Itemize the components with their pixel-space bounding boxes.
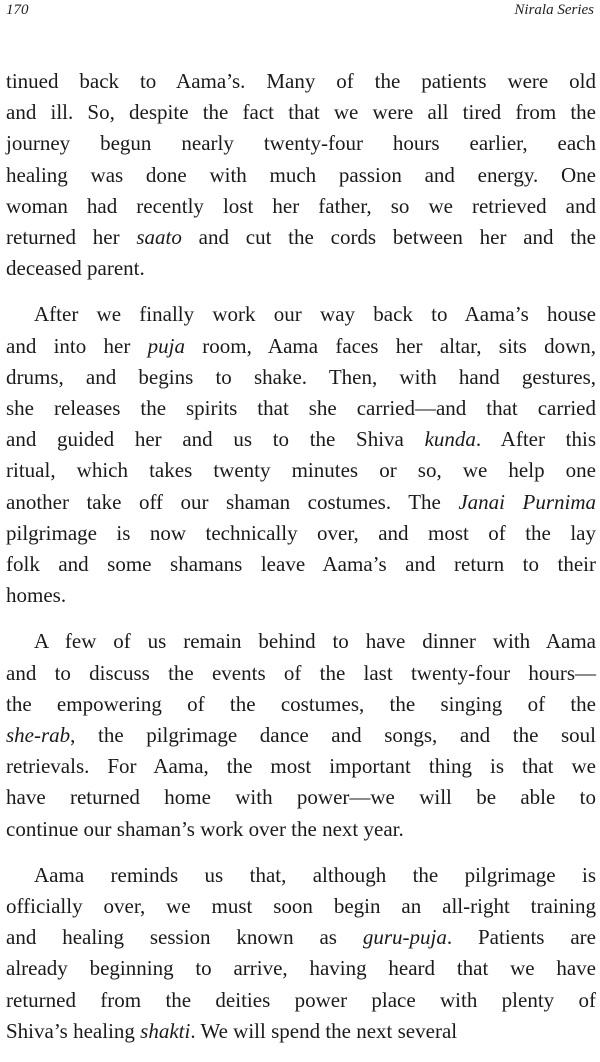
text-run: folk and some shamans leave Aama’s and return to their <box>6 552 596 577</box>
text-run: . After this <box>475 427 596 452</box>
italic-term: guru-puja <box>362 925 447 950</box>
text-run: Aama reminds us that, although the pilgrimage is <box>34 862 596 887</box>
text-body <box>6 66 596 1062</box>
series-title: Nirala Series <box>514 2 594 18</box>
paragraph-3 <box>6 626 596 844</box>
italic-term: kunda <box>424 427 476 452</box>
text-run: and cut the cords between her and the <box>181 225 596 250</box>
italic-term: she-rab <box>6 723 71 748</box>
text-line <box>6 689 596 720</box>
text-line <box>6 782 596 813</box>
page-number: 170 <box>6 2 29 18</box>
text-line <box>6 191 596 222</box>
text-line <box>6 985 596 1016</box>
text-run: and into her <box>6 333 148 358</box>
text-run: After we finally work our way back to Aama’s house <box>34 302 596 327</box>
text-line <box>6 66 596 97</box>
text-line <box>6 891 596 922</box>
italic-term: saato <box>136 225 182 250</box>
text-run: tinued back to Aama’s. Many of the patients were old <box>6 69 596 93</box>
text-line <box>6 331 596 362</box>
text-line <box>6 160 596 191</box>
text-run: the empowering of the costumes, the singing of the <box>6 691 596 716</box>
text-run: and ill. So, despite the fact that we were all tired from the <box>6 100 596 125</box>
text-run: and to discuss the events of the last twenty-four hours— <box>6 660 596 685</box>
text-run: and guided her and us to the Shiva <box>6 427 425 452</box>
paragraph-2 <box>6 299 596 611</box>
text-run: officially over, we must soon begin an all-right training <box>6 894 596 919</box>
text-line <box>6 953 596 984</box>
text-run: healing was done with much passion and energy. One <box>6 162 596 187</box>
text-line <box>6 253 596 284</box>
running-head <box>6 2 594 22</box>
text-line <box>6 658 596 689</box>
paragraph-1 <box>6 66 596 284</box>
text-line <box>6 97 596 128</box>
text-line <box>6 518 596 549</box>
text-run: . We will spend the next several <box>190 1018 458 1043</box>
text-line <box>6 720 596 751</box>
text-run: deceased parent. <box>6 256 145 281</box>
text-run: ritual, which takes twenty minutes or so, we help one <box>6 458 596 483</box>
text-run: room, Aama faces her altar, sits down, <box>184 333 596 358</box>
text-line <box>6 860 596 891</box>
text-run: A few of us remain behind to have dinner with Aama <box>34 629 596 654</box>
text-run: woman had recently lost her father, so we retrieved and <box>6 193 596 218</box>
text-run: Shiva’s healing <box>6 1018 141 1043</box>
text-line <box>6 922 596 953</box>
text-line <box>6 128 596 159</box>
text-run: , the pilgrimage dance and songs, and the soul <box>70 723 596 748</box>
italic-term: puja <box>147 333 185 358</box>
text-line <box>6 222 596 253</box>
text-run: returned her <box>6 225 137 250</box>
text-line <box>6 814 596 845</box>
text-line <box>6 751 596 782</box>
text-run: have returned home with power—we will be able to <box>6 785 596 810</box>
text-line <box>6 626 596 657</box>
text-run: and healing session known as <box>6 925 363 950</box>
text-line <box>6 580 596 611</box>
text-line <box>6 549 596 580</box>
paragraph-4 <box>6 860 596 1047</box>
text-run: already beginning to arrive, having heard that we have <box>6 956 596 981</box>
text-line <box>6 299 596 330</box>
text-run: another take off our shaman costumes. The <box>6 489 459 514</box>
text-run: drums, and begins to shake. Then, with hand gestures, <box>6 364 596 389</box>
text-run: pilgrimage is now technically over, and most of the lay <box>6 520 596 545</box>
italic-term: shakti <box>140 1018 191 1043</box>
text-run: she releases the spirits that she carried—and that carried <box>6 396 596 421</box>
text-run: continue our shaman’s work over the next year. <box>6 816 404 841</box>
text-run: . Patients are <box>446 925 596 950</box>
text-line <box>6 487 596 518</box>
text-line <box>6 1016 596 1047</box>
text-line <box>6 362 596 393</box>
text-run: retrievals. For Aama, the most important thing is that we <box>6 754 596 779</box>
text-line <box>6 455 596 486</box>
text-line <box>6 424 596 455</box>
text-run: homes. <box>6 583 67 608</box>
italic-term: Janai Purnima <box>458 489 596 514</box>
text-line <box>6 393 596 424</box>
text-run: returned from the deities power place with plenty of <box>6 987 596 1012</box>
text-run: journey begun nearly twenty-four hours earlier, each <box>6 131 596 156</box>
